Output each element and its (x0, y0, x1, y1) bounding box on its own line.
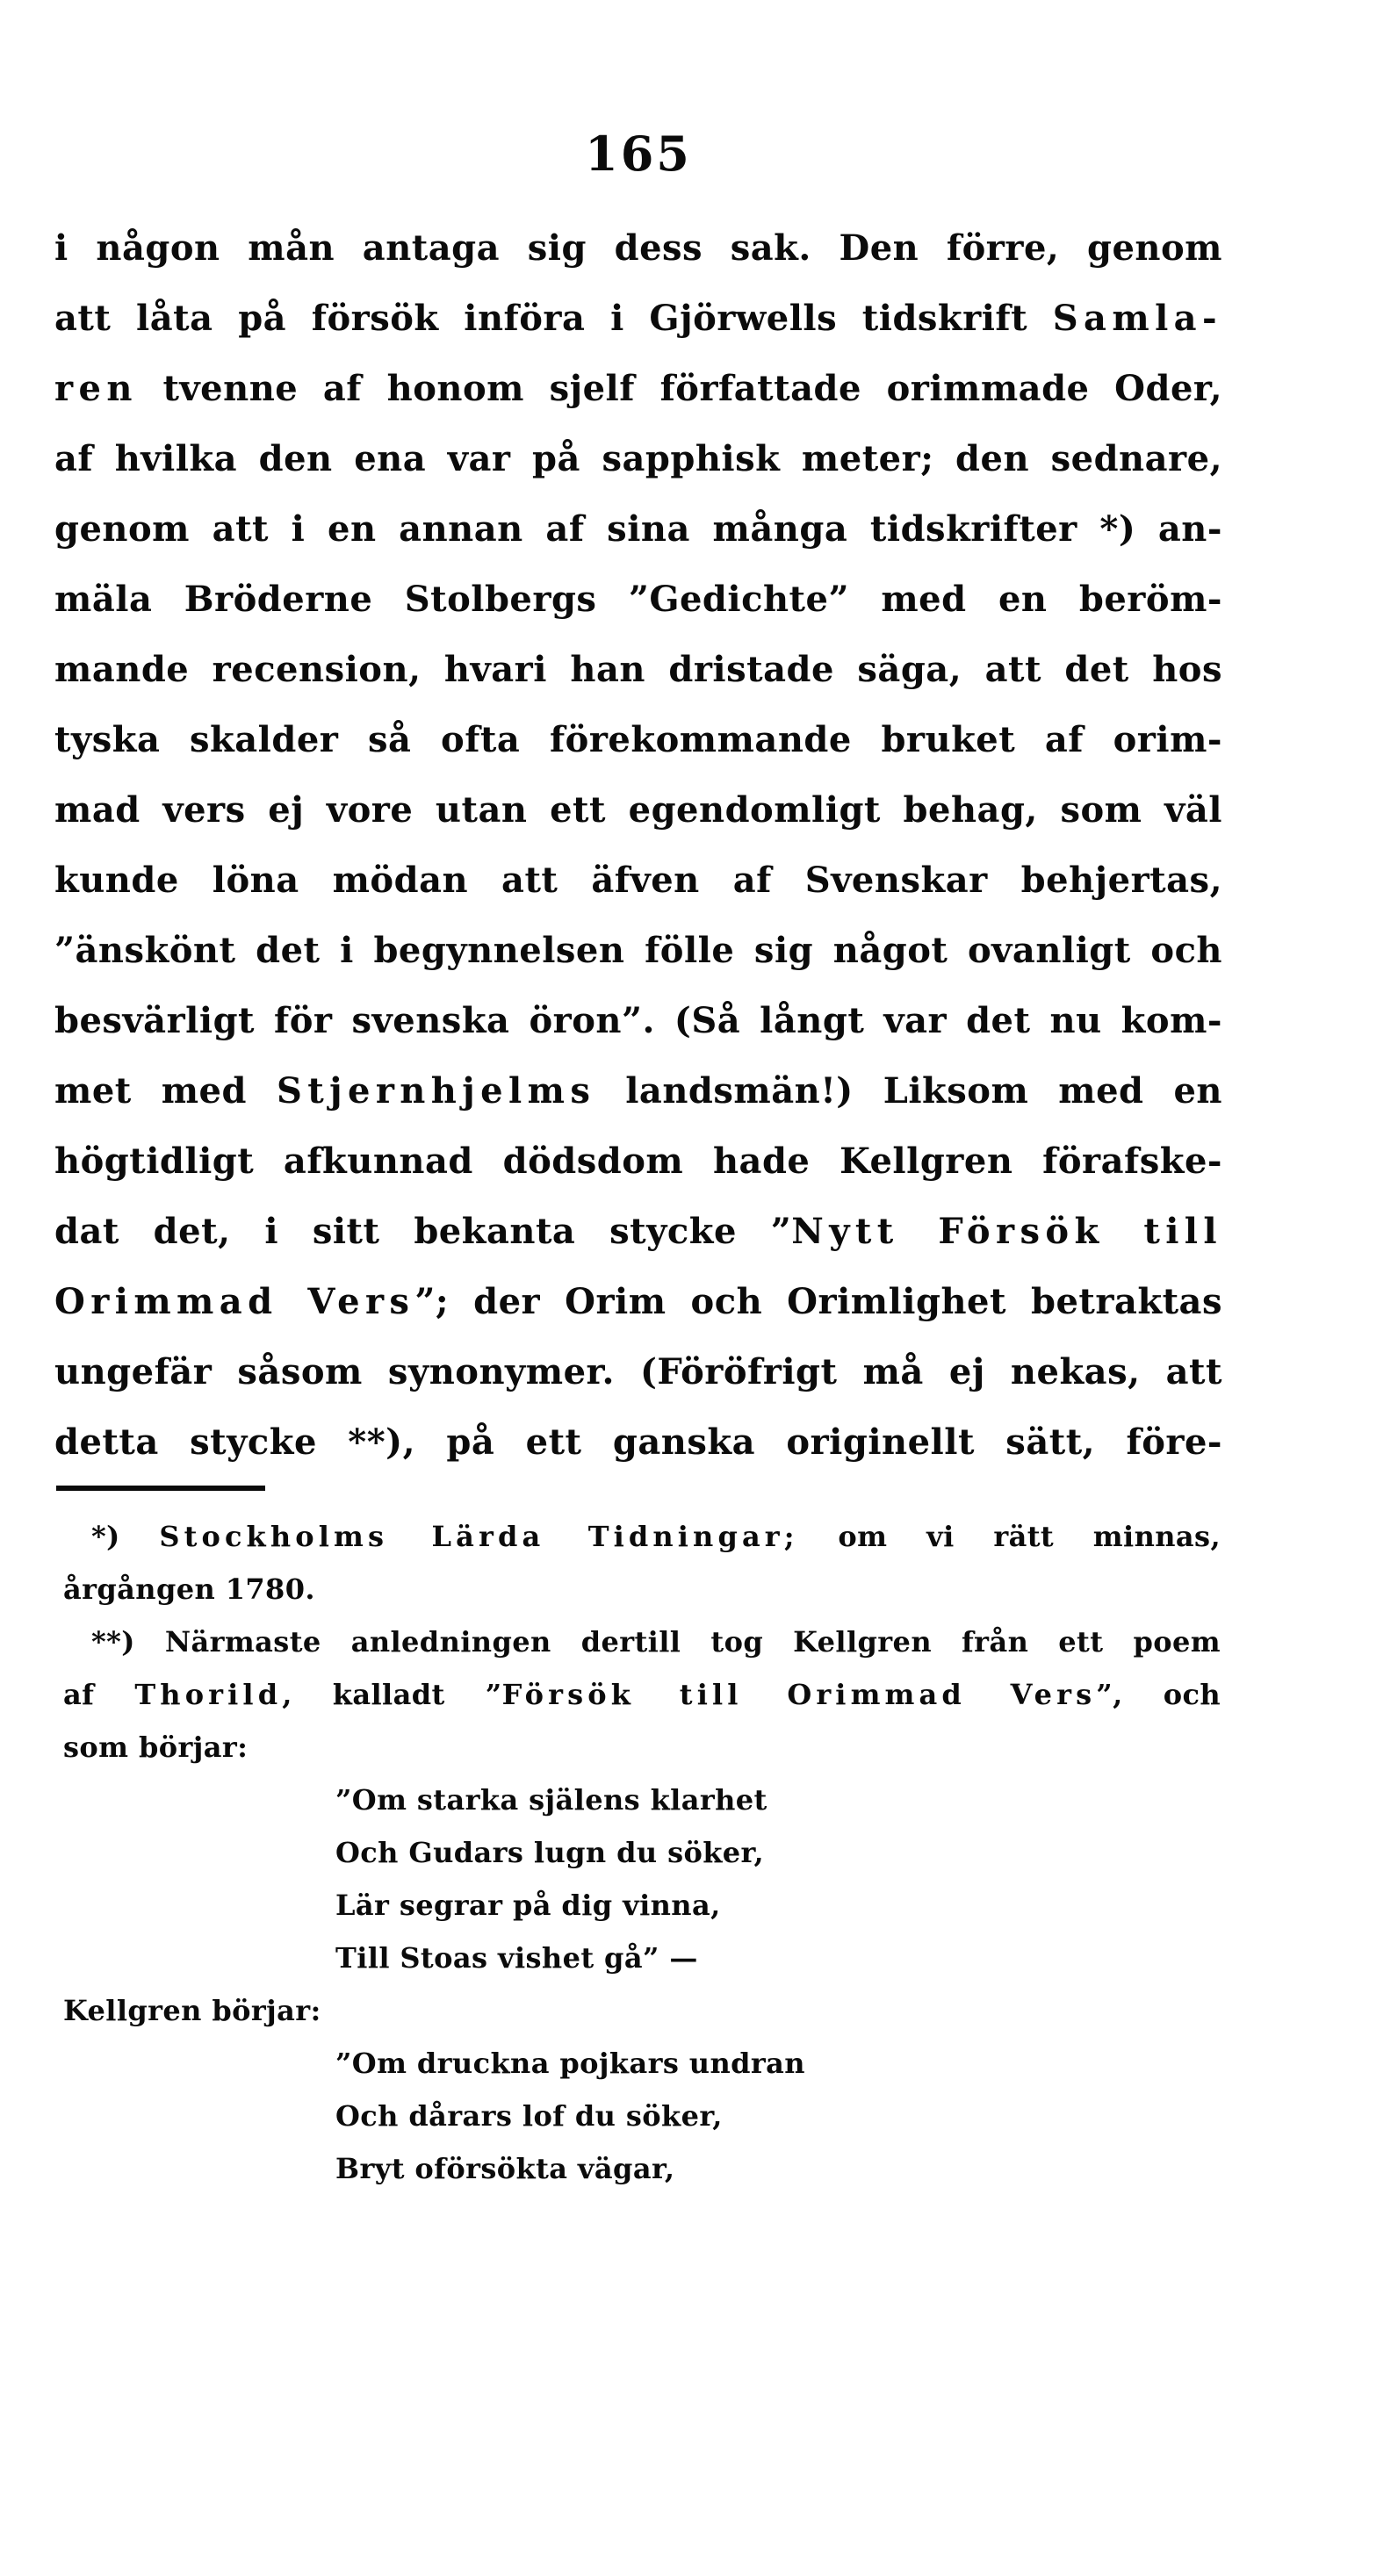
main-text-block (54, 213, 1222, 1478)
text-segment: mad vers ej vore utan ett egendomligt behag, som väl (54, 789, 1222, 831)
text-segment: högtidligt afkunnad dödsdom hade Kellgren förafske- (54, 1140, 1222, 1182)
text-line (54, 565, 1222, 635)
verse-line (63, 1879, 1221, 1932)
text-segment: , kalladt ” (282, 1678, 502, 1711)
page-number: 165 (585, 126, 692, 182)
text-line (63, 1510, 1221, 1563)
text-line (63, 1984, 1221, 2037)
text-segment: ”; der Orim och Orimlighet betraktas (414, 1281, 1222, 1322)
text-line (63, 1721, 1221, 1774)
letterspaced-text: Samla- (1052, 298, 1222, 339)
text-segment: Kellgren börjar: (63, 1994, 321, 2027)
text-line (54, 284, 1222, 354)
footnote-divider (56, 1486, 265, 1491)
text-segment: tvenne af honom sjelf författade orimmade Oder, (137, 368, 1222, 409)
text-segment: att låta på försök införa i Gjörwells tidskrift (54, 298, 1053, 339)
text-line (54, 635, 1222, 705)
text-line (63, 1563, 1221, 1615)
footnotes-block (63, 1510, 1221, 2195)
text-segment: genom att i en annan af sina många tidskrifter *) an- (54, 508, 1222, 550)
letterspaced-text: Stockholms Lärda Tidningar; (159, 1520, 799, 1553)
verse-line (63, 1932, 1221, 1984)
text-segment: Och dårars lof du söker, (335, 2099, 723, 2133)
verse-line (63, 1774, 1221, 1826)
text-line (54, 916, 1222, 986)
text-segment: mande recension, hvari han dristade säga, att det hos (54, 649, 1222, 690)
text-segment: dat det, i sitt bekanta stycke ” (54, 1211, 792, 1252)
text-segment: besvärligt för svenska öron”. (Så långt var det nu kom- (54, 1000, 1222, 1041)
letterspaced-text: Nytt Försök till (791, 1211, 1222, 1252)
text-segment: detta stycke **), på ett ganska originellt sätt, före- (54, 1421, 1222, 1463)
text-line (54, 1126, 1222, 1197)
text-segment: Lär segrar på dig vinna, (335, 1889, 721, 1922)
verse-line (63, 1826, 1221, 1879)
text-segment: i någon mån antaga sig dess sak. Den förre, genom (54, 227, 1222, 269)
text-line (63, 1668, 1221, 1721)
text-segment: Till Stoas vishet gå” — (335, 1941, 698, 1975)
text-segment: **) Närmaste anledningen dertill tog Kellgren från ett poem (91, 1625, 1221, 1659)
verse-line (63, 2142, 1221, 2195)
verse-line (63, 2037, 1221, 2090)
letterspaced-text: Stjernhjelms (276, 1070, 596, 1112)
verse-line (63, 2090, 1221, 2142)
text-segment: *) (91, 1520, 160, 1553)
text-segment: ungefär såsom synonymer. (Föröfrigt må ej nekas, att (54, 1351, 1222, 1392)
text-segment: kunde löna mödan att äfven af Svenskar behjertas, (54, 860, 1222, 901)
text-segment: ”änskönt det i begynnelsen fölle sig något ovanligt och (54, 930, 1222, 971)
text-segment: ”Om druckna pojkars undran (335, 2047, 805, 2080)
text-segment: af hvilka den ena var på sapphisk meter; den sednare, (54, 438, 1222, 479)
letterspaced-text: Orimmad Vers (54, 1281, 415, 1322)
text-line (54, 213, 1222, 284)
text-line (54, 354, 1222, 424)
text-segment: af (63, 1678, 135, 1711)
text-line (54, 1407, 1222, 1478)
text-segment: om vi rätt minnas, (798, 1520, 1221, 1553)
text-line (54, 494, 1222, 565)
text-line (54, 775, 1222, 845)
text-segment: ”, och (1096, 1678, 1221, 1711)
text-segment: ”Om starka själens klarhet (335, 1783, 767, 1817)
text-segment: mäla Bröderne Stolbergs ”Gedichte” med en beröm- (54, 579, 1222, 620)
text-line (54, 705, 1222, 775)
text-segment: som börjar: (63, 1731, 249, 1764)
text-segment: årgången 1780. (63, 1572, 315, 1606)
text-line (54, 845, 1222, 916)
text-line (54, 1056, 1222, 1126)
text-segment: met med (54, 1070, 277, 1112)
text-line (54, 424, 1222, 494)
text-line (54, 1197, 1222, 1267)
text-line (54, 1337, 1222, 1407)
letterspaced-text: Thorild (134, 1678, 283, 1711)
text-line (54, 986, 1222, 1056)
letterspaced-text: ren (54, 368, 138, 409)
text-segment: Och Gudars lugn du söker, (335, 1836, 765, 1869)
text-segment: tyska skalder så ofta förekommande bruket af orim- (54, 719, 1222, 760)
text-line (54, 1267, 1222, 1337)
text-segment: landsmän!) Liksom med en (595, 1070, 1222, 1112)
text-segment: Bryt oförsökta vägar, (335, 2152, 675, 2185)
letterspaced-text: Försök till Orimmad Vers (501, 1678, 1097, 1711)
text-line (63, 1615, 1221, 1668)
